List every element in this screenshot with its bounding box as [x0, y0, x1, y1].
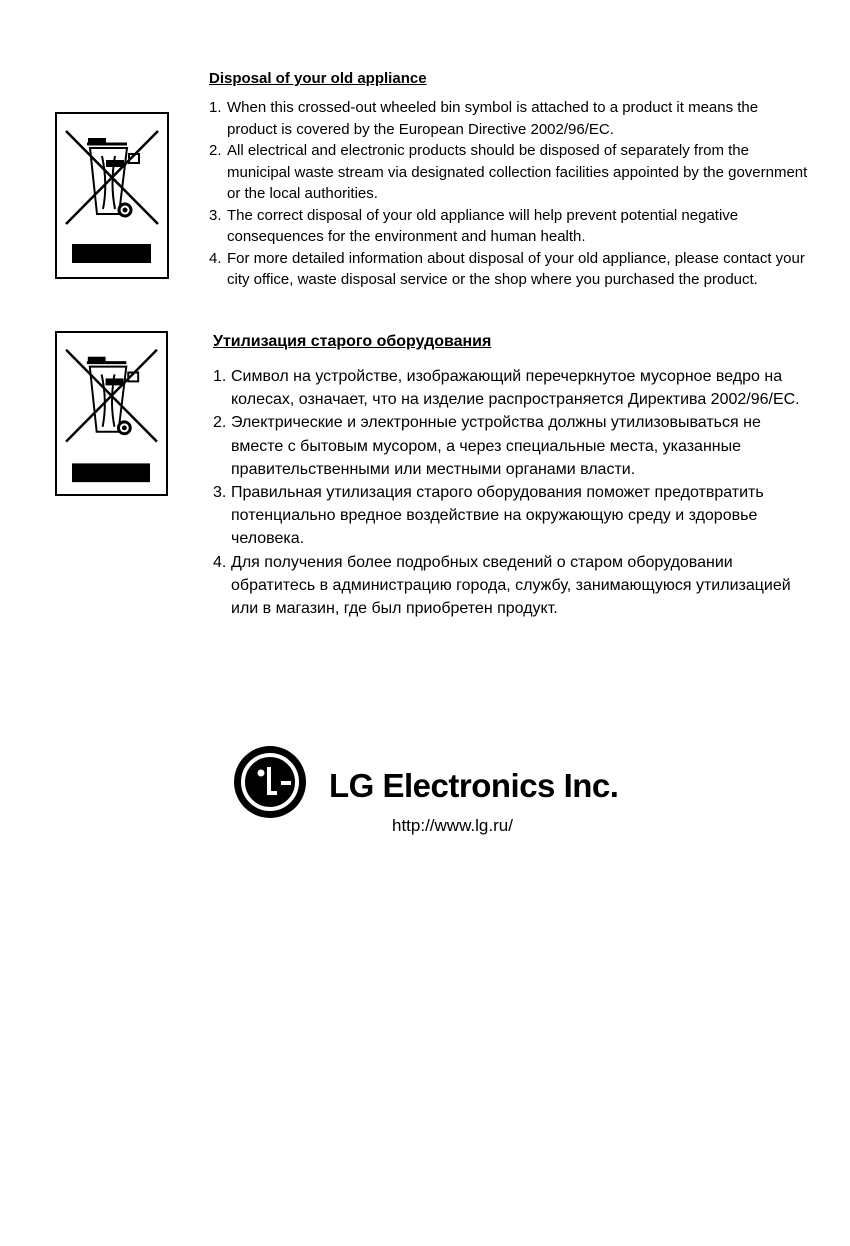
list-item: 1. Символ на устройстве, изображающий перечеркнутое мусорное ведро на колесах, означает, что на изделие распространяется Директива 2002/96/EC. — [213, 368, 800, 409]
lg-face-logo-icon — [233, 745, 307, 819]
company-name: LG Electronics Inc. — [329, 767, 619, 804]
russian-heading: Утилизация старого оборудования — [213, 333, 492, 350]
english-heading: Disposal of your old appliance — [209, 70, 427, 87]
list-item: 4. For more detailed information about disposal of your old appliance, please contact your city office, waste disposal service or the shop where you purchased the product. — [209, 249, 805, 288]
weee-symbol-russian — [55, 331, 168, 496]
weee-symbol-english — [55, 112, 169, 279]
list-item: 2. All electrical and electronic products should be disposed of separately from the municipal waste stream via designated collection facilities appointed by the government or the local authorities. — [209, 142, 808, 202]
russian-disposal-section — [213, 330, 813, 620]
russian-list — [213, 365, 813, 620]
list-item: 3. Правильная утилизация старого оборудования поможет предотвратить потенциально вредное воздействие на окружающую среду и здоровье человека. — [213, 484, 764, 548]
crossed-out-wheeled-bin-icon — [57, 114, 167, 277]
crossed-out-wheeled-bin-icon — [57, 333, 166, 494]
lg-logo — [233, 745, 619, 824]
list-item: 1. When this crossed-out wheeled bin symbol is attached to a product it means the product is covered by the European Directive 2002/96/EC. — [209, 99, 759, 138]
list-item: 3. The correct disposal of your old appliance will help prevent potential negative consequences for the environment and human health. — [209, 206, 739, 245]
website-url: http://www.lg.ru/ — [392, 816, 513, 835]
english-list — [209, 97, 809, 291]
list-item: 2. Электрические и электронные устройства должны утилизовываться не вместе с бытовым мусором, а через специальные места, указанные правительственными или местными органами власти. — [213, 414, 761, 478]
list-item: 4. Для получения более подробных сведений о старом оборудовании обратитесь в администрацию города, службу, занимающуюся утилизацией или в магазин, где был приобретен продукт. — [213, 553, 791, 618]
english-disposal-section — [209, 68, 809, 291]
